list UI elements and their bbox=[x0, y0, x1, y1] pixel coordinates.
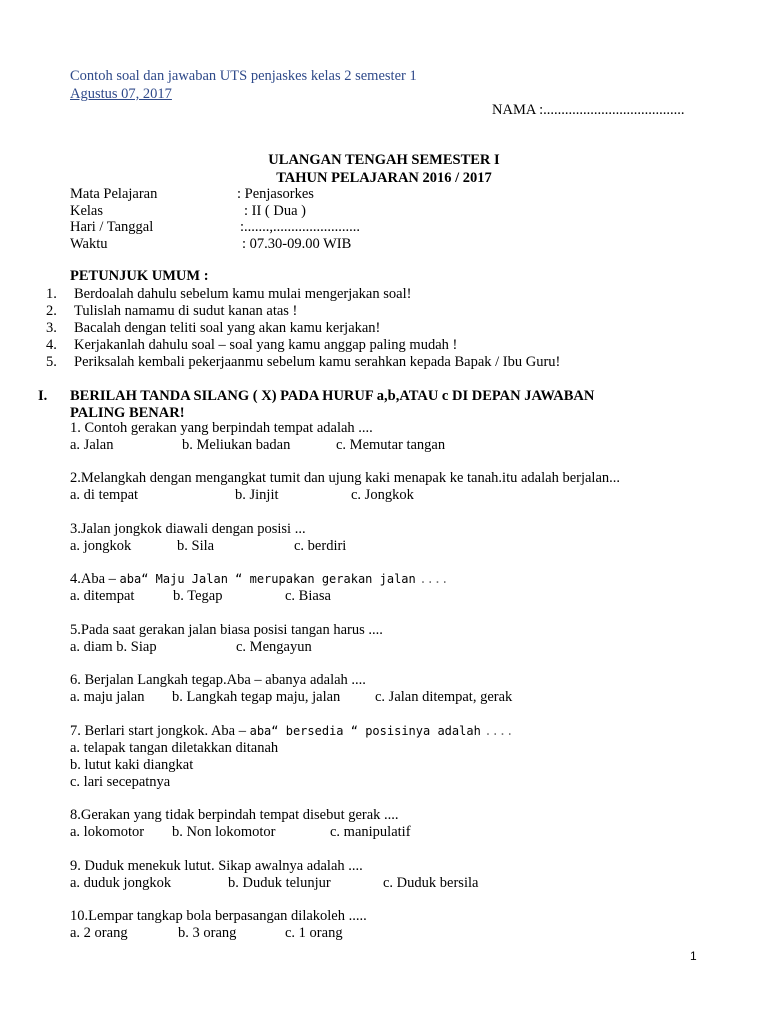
option-b: b. Non lokomotor bbox=[172, 824, 276, 840]
info-value-date: :.......,........................ bbox=[240, 219, 361, 235]
option-a: a. lokomotor bbox=[70, 824, 145, 840]
option-a: a. maju jalan bbox=[70, 689, 145, 705]
option-c: c. Jalan ditempat, gerak bbox=[375, 689, 513, 705]
info-label-date: Hari / Tanggal bbox=[70, 219, 154, 235]
document-title: Contoh soal dan jawaban UTS penjaskes kelas 2 semester 1 bbox=[70, 68, 417, 84]
option-c: c. lari secepatnya bbox=[70, 774, 171, 790]
instruction-text: Tulislah namamu di sudut kanan atas ! bbox=[74, 303, 298, 319]
option-a: a. 2 orang bbox=[70, 925, 128, 941]
instruction-text: Bacalah dengan teliti soal yang akan kamu kerjakan! bbox=[74, 320, 381, 336]
section-instruction-cont: PALING BENAR! bbox=[70, 405, 185, 421]
question-6: 6. Berjalan Langkah tegap.Aba – abanya adalah .... bbox=[70, 672, 366, 688]
question-7 bbox=[70, 723, 513, 740]
option-c: c. Jongkok bbox=[351, 487, 414, 503]
option-b: b. Jinjit bbox=[235, 487, 279, 503]
question-4-text-a: 4.Aba – bbox=[70, 571, 116, 587]
option-b: b. Sila bbox=[177, 538, 215, 554]
question-4-dots: .... bbox=[419, 572, 449, 586]
option-c: c. Memutar tangan bbox=[336, 437, 446, 453]
option-a: a. ditempat bbox=[70, 588, 135, 604]
question-7-dots: .... bbox=[484, 724, 514, 738]
section-number: I. bbox=[38, 388, 48, 404]
option-b: b. Tegap bbox=[173, 588, 223, 604]
option-a: a. duduk jongkok bbox=[70, 875, 172, 891]
question-4 bbox=[70, 571, 448, 588]
option-c: c. 1 orang bbox=[285, 925, 343, 941]
page-number: 1 bbox=[690, 949, 697, 963]
question-5: 5.Pada saat gerakan jalan biasa posisi tangan harus .... bbox=[70, 622, 383, 638]
question-9: 9. Duduk menekuk lutut. Sikap awalnya adalah .... bbox=[70, 858, 363, 874]
instruction-number: 5. bbox=[46, 354, 57, 370]
instruction-number: 4. bbox=[46, 337, 57, 353]
option-a: a. telapak tangan diletakkan ditanah bbox=[70, 740, 279, 756]
question-7-text-a: 7. Berlari start jongkok. Aba – bbox=[70, 723, 246, 739]
info-value-subject: : Penjasorkes bbox=[237, 186, 314, 202]
exam-title: ULANGAN TENGAH SEMESTER I bbox=[268, 152, 500, 168]
info-label-time: Waktu bbox=[70, 236, 108, 252]
question-7-text-b: aba“ bersedia “ posisinya adalah bbox=[249, 724, 481, 738]
question-4-text-b: aba“ Maju Jalan “ merupakan gerakan jalan bbox=[119, 572, 416, 586]
instruction-number: 3. bbox=[46, 320, 57, 336]
info-value-class: : II ( Dua ) bbox=[244, 203, 307, 219]
instructions-heading: PETUNJUK UMUM : bbox=[70, 268, 209, 284]
question-1: 1. Contoh gerakan yang berpindah tempat adalah .... bbox=[70, 420, 373, 436]
option-b: b. lutut kaki diangkat bbox=[70, 757, 194, 773]
school-year-title: TAHUN PELAJARAN 2016 / 2017 bbox=[276, 170, 492, 186]
option-c: c. berdiri bbox=[294, 538, 347, 554]
option-a: a. jongkok bbox=[70, 538, 132, 554]
instruction-text: Periksalah kembali pekerjaanmu sebelum kamu serahkan kepada Bapak / Ibu Guru! bbox=[74, 354, 561, 370]
instruction-text: Kerjakanlah dahulu soal – soal yang kamu anggap paling mudah ! bbox=[74, 337, 458, 353]
instruction-text: Berdoalah dahulu sebelum kamu mulai mengerjakan soal! bbox=[74, 286, 412, 302]
option-c: c. Duduk bersila bbox=[383, 875, 479, 891]
option-b: b. Langkah tegap maju, jalan bbox=[172, 689, 341, 705]
option-b: b. Duduk telunjur bbox=[228, 875, 331, 891]
option-c: c. Biasa bbox=[285, 588, 331, 604]
info-value-time: : 07.30-09.00 WIB bbox=[242, 236, 352, 252]
question-3: 3.Jalan jongkok diawali dengan posisi ... bbox=[70, 521, 306, 537]
section-instruction: BERILAH TANDA SILANG ( X) PADA HURUF a,b,ATAU c DI DEPAN JAWABAN bbox=[70, 388, 595, 404]
question-10: 10.Lempar tangkap bola berpasangan dilakoleh ..... bbox=[70, 908, 367, 924]
option-ab: a. diam b. Siap bbox=[70, 639, 157, 655]
info-label-class: Kelas bbox=[70, 203, 104, 219]
post-date-link[interactable]: Agustus 07, 2017 bbox=[70, 86, 172, 102]
option-b: b. Meliukan badan bbox=[182, 437, 291, 453]
question-8: 8.Gerakan yang tidak berpindah tempat disebut gerak .... bbox=[70, 807, 399, 823]
question-2: 2.Melangkah dengan mengangkat tumit dan ujung kaki menapak ke tanah.itu adalah berjalan... bbox=[70, 470, 621, 486]
option-c: c. manipulatif bbox=[330, 824, 411, 840]
name-field: NAMA :....................................... bbox=[492, 102, 685, 118]
info-label-subject: Mata Pelajaran bbox=[70, 186, 158, 202]
option-c: c. Mengayun bbox=[236, 639, 312, 655]
option-b: b. 3 orang bbox=[178, 925, 237, 941]
option-a: a. Jalan bbox=[70, 437, 114, 453]
instruction-number: 1. bbox=[46, 286, 57, 302]
option-a: a. di tempat bbox=[70, 487, 139, 503]
instruction-number: 2. bbox=[46, 303, 57, 319]
